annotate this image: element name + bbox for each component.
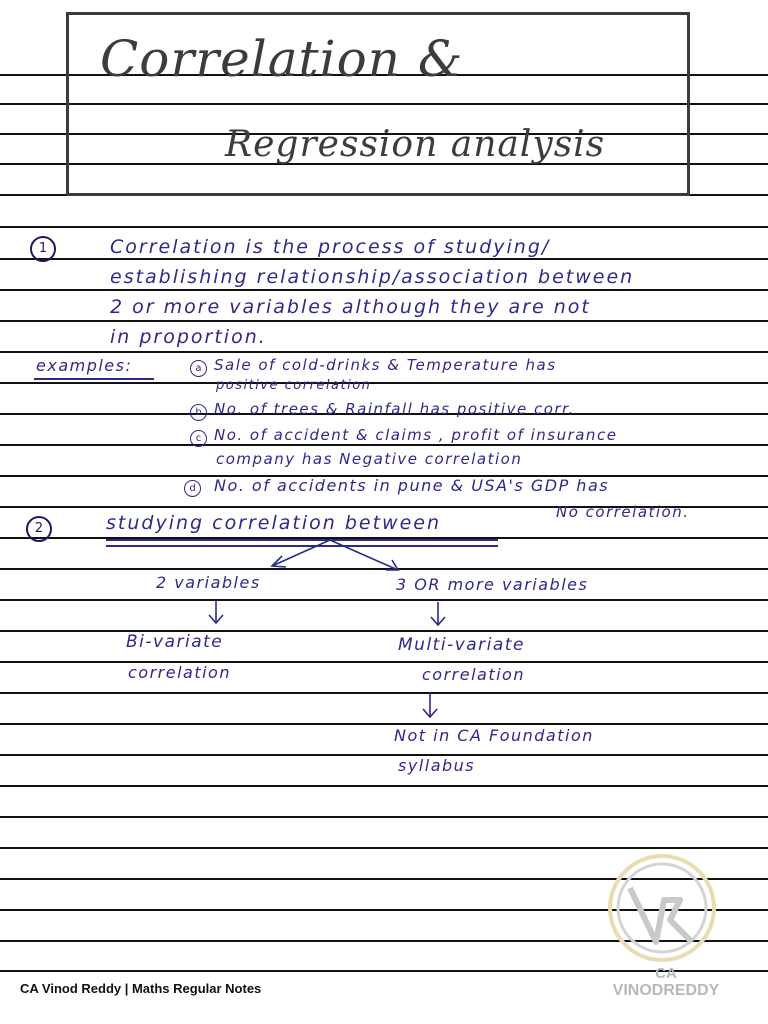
example-marker: d (184, 480, 201, 497)
arrow-right-branch (330, 540, 398, 570)
bivariate-label: Bi-variate (126, 632, 224, 652)
example-text: No. of accidents in pune & USA's GDP has (214, 476, 610, 495)
point1-line: establishing relationship/association between (110, 266, 635, 288)
syllabus-note: syllabus (398, 756, 476, 775)
footer-credit: CA Vinod Reddy | Maths Regular Notes (20, 981, 262, 996)
example-text: Sale of cold-drinks & Temperature has (214, 356, 557, 374)
example-text: positive correlation (216, 378, 372, 393)
logo-text-name: VINODREDDY (612, 982, 720, 999)
point1-line: in proportion. (110, 326, 267, 348)
point1-line: 2 or more variables although they are not (110, 296, 591, 318)
example-marker: c (190, 430, 207, 447)
point2-heading: studying correlation between (106, 512, 442, 534)
point1-line: Correlation is the process of studying/ (110, 236, 551, 258)
branch-right-label: 3 OR more variables (396, 575, 589, 594)
page-title-line-2: Regression analysis (225, 124, 606, 165)
example-text: No. of accident & claims , profit of insurance (214, 426, 618, 444)
example-marker: a (190, 360, 207, 377)
multivariate-correlation: correlation (422, 665, 525, 684)
point-number-1: 1 (30, 236, 56, 262)
example-text: company has Negative correlation (216, 450, 523, 468)
point-number-2: 2 (26, 516, 52, 542)
examples-label: examples: (36, 356, 133, 375)
example-marker: b (190, 404, 207, 421)
branch-left-label: 2 variables (156, 573, 261, 592)
logo-mark (630, 888, 692, 942)
multivariate-label: Multi-variate (398, 635, 525, 655)
example-text: No correlation. (556, 503, 690, 521)
bivariate-correlation: correlation (128, 663, 231, 682)
syllabus-note: Not in CA Foundation (394, 726, 594, 745)
page-title-line-1: Correlation & (100, 30, 464, 88)
example-text: No. of trees & Rainfall has positive corr. (214, 400, 575, 418)
logo-text-ca: CA (655, 965, 677, 982)
arrow-left-branch (272, 540, 330, 566)
